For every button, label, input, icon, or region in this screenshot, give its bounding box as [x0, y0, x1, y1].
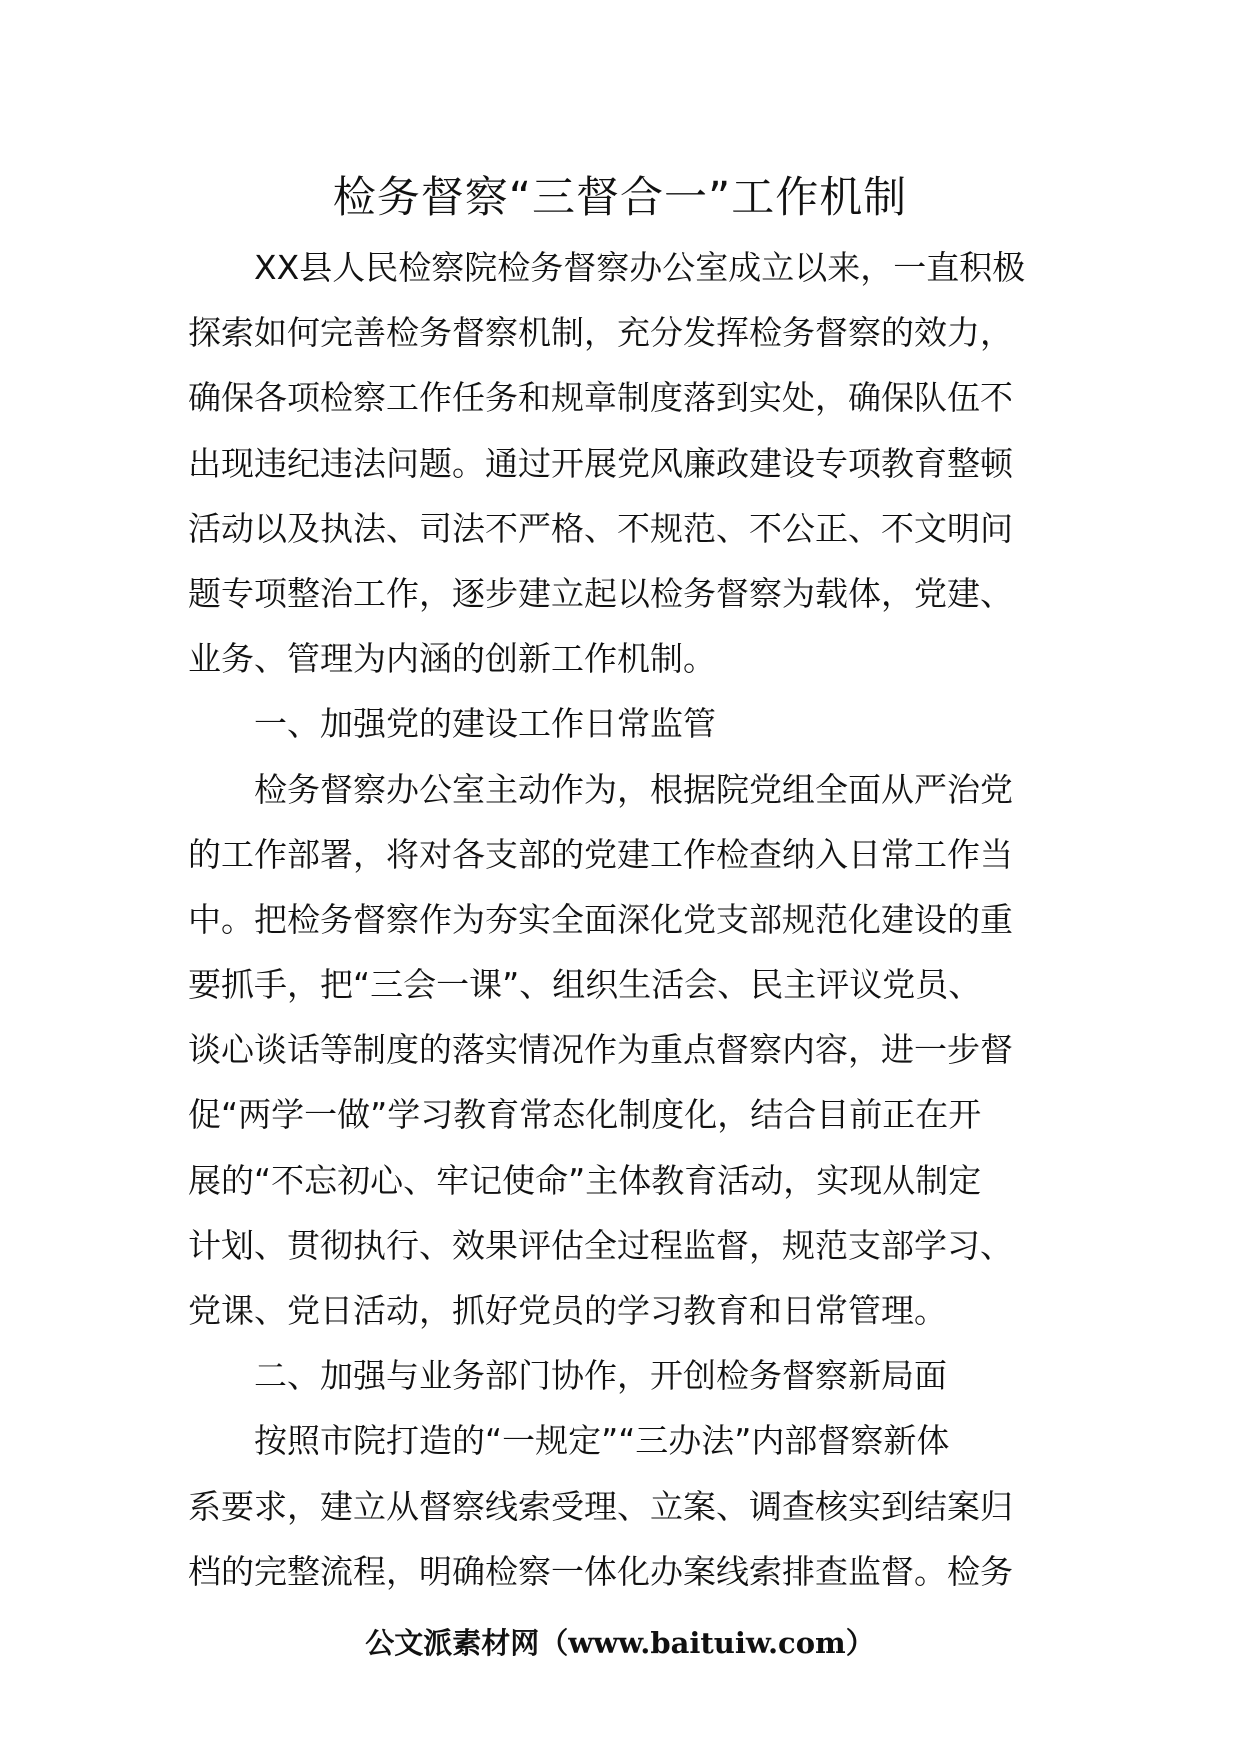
paragraph-line: 促“两学一做”学习教育常态化制度化，结合目前正在开 — [188, 1095, 982, 1135]
document-body — [188, 235, 1056, 1604]
document-title: 检务督察“三督合一”工作机制 — [332, 173, 908, 223]
paragraph-line: 按照市院打造的“一规定”“三办法”内部督察新体 — [254, 1421, 950, 1461]
paragraph-line: 探索如何完善检务督察机制，充分发挥检务督察的效力， — [188, 313, 1013, 353]
paragraph-line: 谈心谈话等制度的落实情况作为重点督察内容，进一步督 — [188, 1030, 1013, 1070]
paragraph-line: 活动以及执法、司法不严格、不规范、不公正、不文明问 — [188, 508, 1013, 548]
paragraph-line: 检务督察办公室主动作为，根据院党组全面从严治党 — [254, 769, 1013, 809]
paragraph-line: 要抓手，把“三会一课”、组织生活会、民主评议党员、 — [188, 965, 982, 1005]
paragraph-line: 确保各项检察工作任务和规章制度落到实处，确保队伍不 — [188, 378, 1013, 418]
footer-watermark: 公文派素材网（www.baituiw.com） — [365, 1626, 875, 1660]
paragraph-line: 业务、管理为内涵的创新工作机制。 — [188, 639, 716, 679]
paragraph-line: 的工作部署，将对各支部的党建工作检查纳入日常工作当 — [188, 834, 1013, 874]
paragraph-line: 题专项整治工作，逐步建立起以检务督察为载体，党建、 — [188, 573, 1013, 613]
section-heading: 一、加强党的建设工作日常监管 — [254, 704, 716, 744]
paragraph-line: 计划、贯彻执行、效果评估全过程监督，规范支部学习、 — [188, 1225, 1013, 1265]
paragraph-line: 中。把检务督察作为夯实全面深化党支部规范化建设的重 — [188, 899, 1013, 939]
paragraph-line: 党课、党日活动，抓好党员的学习教育和日常管理。 — [188, 1291, 947, 1330]
section-heading: 二、加强与业务部门协作，开创检务督察新局面 — [254, 1356, 947, 1396]
paragraph-line: 展的“不忘初心、牢记使命”主体教育活动，实现从制定 — [188, 1160, 982, 1200]
paragraph-line: XX县人民检察院检务督察办公室成立以来，一直积极 — [254, 248, 1026, 287]
paragraph-line: 系要求，建立从督察线索受理、立案、调查核实到结案归 — [188, 1486, 1013, 1526]
paragraph-line: 档的完整流程，明确检察一体化办案线索排查监督。检务 — [188, 1551, 1013, 1591]
paragraph-line: 出现违纪违法问题。通过开展党风廉政建设专项教育整顿 — [188, 443, 1013, 483]
